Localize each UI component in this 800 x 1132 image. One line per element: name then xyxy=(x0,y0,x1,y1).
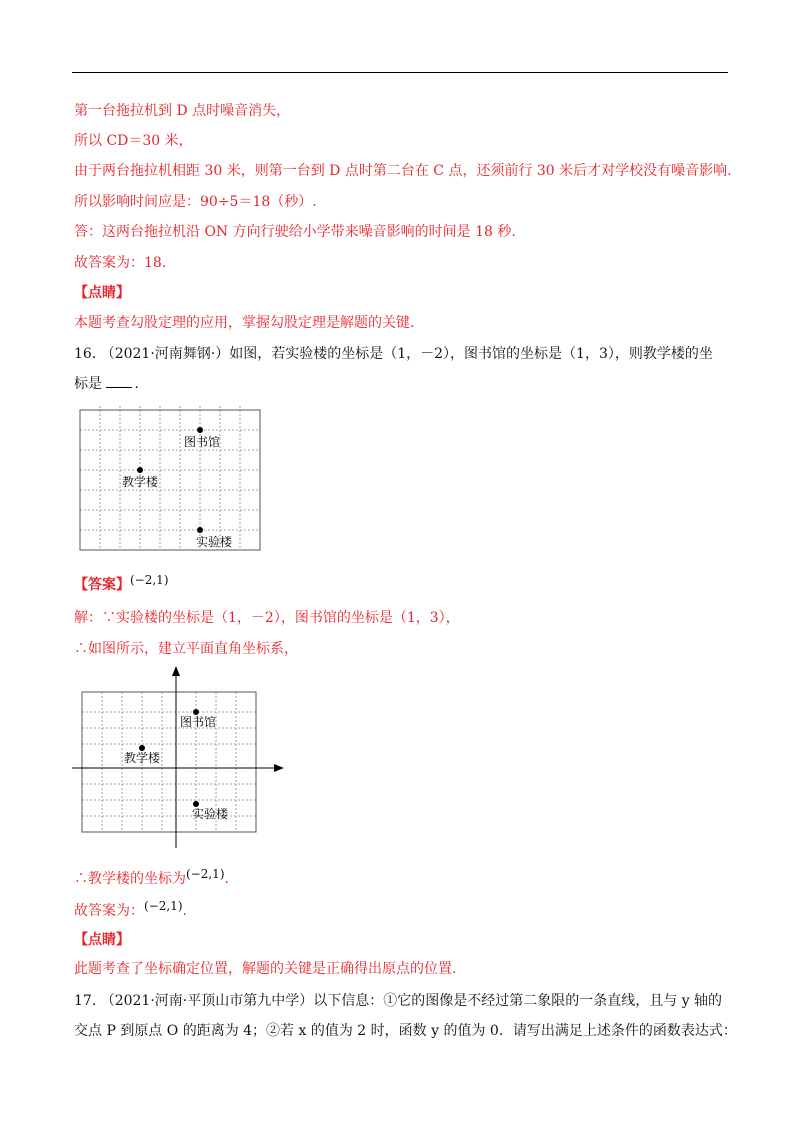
solution-line xyxy=(74,900,187,920)
grid-border xyxy=(82,692,256,832)
lab-label: 实验楼 xyxy=(192,807,229,821)
solution-line: 所以 CD＝30 米， xyxy=(74,133,193,149)
grid-border xyxy=(80,410,260,550)
question-17-text: 17. （2021·河南·平顶山市第九中学）以下信息：①它的图像是不经过第二象限的一条直线，且与 y 轴的 xyxy=(74,993,723,1009)
answer-line xyxy=(74,574,169,594)
teaching-building-label: 教学楼 xyxy=(124,751,161,765)
figure-grid-solution xyxy=(72,664,286,856)
question-16-suffix: . xyxy=(134,376,139,392)
x-axis-arrow xyxy=(274,764,284,772)
header-rule xyxy=(72,72,728,73)
comment-text: 本题考查勾股定理的应用，掌握勾股定理是解题的关键. xyxy=(74,315,415,331)
solution-line: 答：这两台拖拉机沿 ON 方向行驶给小学带来噪音影响的时间是 18 秒. xyxy=(74,224,516,240)
grid-lines xyxy=(80,406,260,549)
solution-line: 由于两台拖拉机相距 30 米，则第一台到 D 点时第二台在 C 点，还须前行 30 米后才对学校没有噪音影响. xyxy=(74,163,732,179)
answer-value: (−2,1) xyxy=(186,867,225,881)
lab-label: 实验楼 xyxy=(196,535,233,549)
solution-text: . xyxy=(224,871,229,887)
solution-line: 解：∵实验楼的坐标是（1，－2），图书馆的坐标是（1，3）， xyxy=(74,610,460,626)
answer-value: (−2,1) xyxy=(130,573,169,587)
answer-blank xyxy=(106,375,132,388)
teaching-building-point xyxy=(137,467,143,473)
answer-tag: 【答案】 xyxy=(74,577,130,593)
solution-line xyxy=(74,868,229,888)
library-label: 图书馆 xyxy=(180,715,217,729)
question-16-prefix: 标是 xyxy=(74,376,102,392)
solution-text: . xyxy=(182,903,187,919)
comment-tag: 【点睛】 xyxy=(74,932,130,948)
y-axis-arrow xyxy=(172,666,180,676)
solution-text: ∴教学楼的坐标为 xyxy=(74,871,186,887)
lab-point xyxy=(197,527,203,533)
question-16-text-cont xyxy=(74,373,139,393)
library-point xyxy=(197,427,203,433)
comment-text: 此题考查了坐标确定位置，解题的关键是正确得出原点的位置. xyxy=(74,961,457,977)
answer-value: (−2,1) xyxy=(144,899,183,913)
comment-tag: 【点睛】 xyxy=(74,285,130,301)
figure-grid-question xyxy=(74,406,266,552)
question-17-text-cont: 交点 P 到原点 O 的距离为 4；②若 x 的值为 2 时，函数 y 的值为 0．请写出满足上述条件的函数表达式： xyxy=(74,1023,737,1039)
solution-line: 所以影响时间应是：90÷5＝18（秒）. xyxy=(74,194,317,210)
solution-text: 故答案为： xyxy=(74,903,144,919)
solution-line: 第一台拖拉机到 D 点时噪音消失， xyxy=(74,103,291,119)
question-16-text: 16. （2021·河南舞钢·）如图，若实验楼的坐标是（1，－2），图书馆的坐标是（1，3），则教学楼的坐 xyxy=(74,346,713,362)
library-label: 图书馆 xyxy=(184,435,221,449)
grid-lines xyxy=(82,692,256,832)
solution-line: ∴如图所示，建立平面直角坐标系， xyxy=(74,641,298,657)
teaching-building-label: 教学楼 xyxy=(122,475,159,489)
solution-line: 故答案为：18. xyxy=(74,255,167,271)
